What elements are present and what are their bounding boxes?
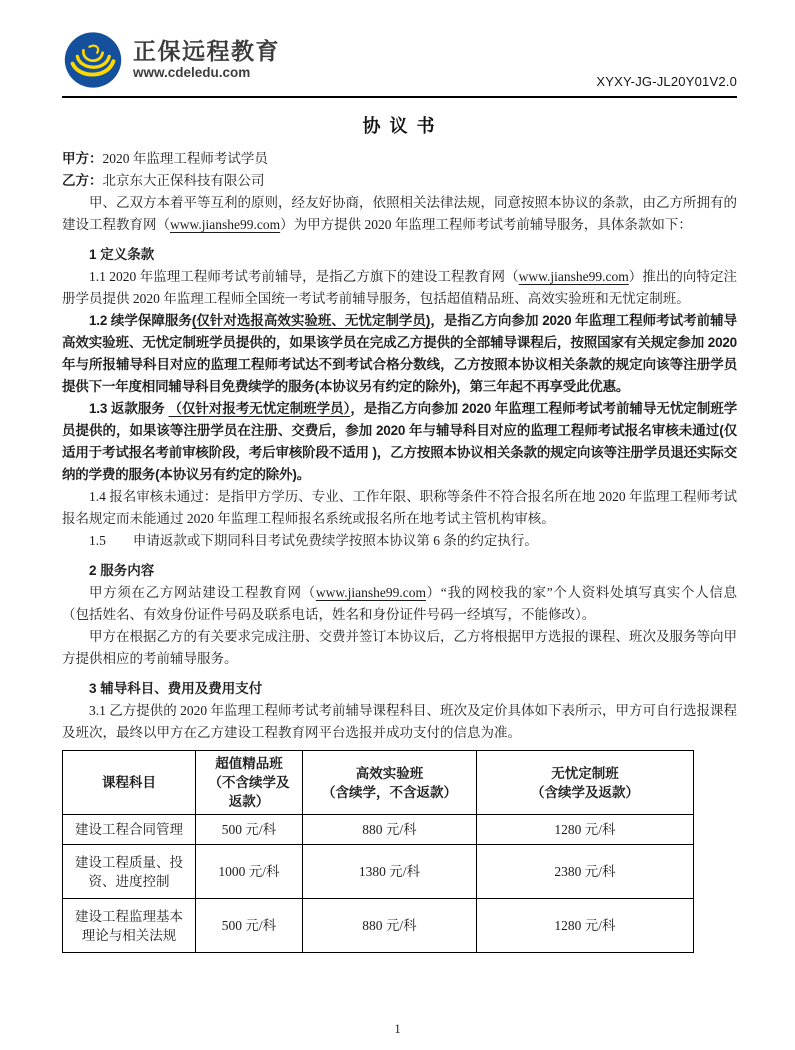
section-3-heading: 3 辅导科目、费用及费用支付 (89, 681, 263, 696)
clause-1-5: 1.5 申请返款或下期同科目考试免费续学按照本协议第 6 条的约定执行。 (89, 533, 538, 548)
party-a-label: 甲方： (62, 151, 103, 166)
price-cell: 1380 元/科 (303, 845, 477, 899)
clause-1-4: 1.4 报名审核未通过：是指甲方学历、专业、工作年限、职称等条件不符合报名所在地 2020 年监理工程师考试报名规定而未能通过 2020 年监理工程师报名系统或报名所在地考试主管机构审核。 (62, 489, 737, 526)
section-2-heading: 2 服务内容 (89, 563, 155, 578)
party-a-line (62, 148, 737, 170)
section-2-paragraph-2: 甲方在根据乙方的有关要求完成注册、交费并签订本协议后，乙方将根据甲方选报的课程、班次及服务等向甲方提供相应的考前辅导服务。 (62, 629, 737, 666)
col-header-title: 课程科目 (102, 775, 156, 790)
price-cell: 880 元/科 (303, 899, 477, 953)
col-header-title: 高效实验班 (355, 765, 424, 781)
clause-1-2-text: ，是指乙方向参加 2020 年监理工程师考试考前辅导高效实验班、无忧定制班学员提供的，如果该学员在完成乙方提供的全部辅导课程后，按照国家有关规定参加 2020 年与所报辅导科目对应的监理工程师考试达不到考试合格分数线，乙方按照本协议相关条款的规定向该等注册学员提供下一年度相同辅导科目免费续学的服务(本协议另有约定的除外)，第三年起不再享受此优惠。 (62, 313, 737, 394)
course-name-cell: 建设工程合同管理 (63, 815, 196, 845)
section-2-text-end: ）“我的网校我的家”个人资料处填写真实个人信息（包括姓名、有效身份证件号码及联系电话，姓名和身份证件号码一经填写，不能修改）。 (62, 585, 738, 622)
col-header-premium-class (196, 751, 303, 815)
parties-block (62, 148, 737, 192)
col-header-title: 超值精品班 (215, 756, 283, 771)
col-header-course (63, 751, 196, 815)
clause-1-1 (62, 266, 737, 310)
price-cell: 1280 元/科 (477, 899, 694, 953)
table-row (63, 815, 694, 845)
col-header-custom-class (477, 751, 694, 815)
brand-text (133, 39, 280, 80)
clause-1-3-lead: 1.3 返款服务 (89, 401, 169, 416)
clause-1-3-underlined-scope: （仅针对报考无忧定制班学员） (168, 401, 351, 416)
party-b-label: 乙方： (62, 173, 103, 188)
clause-1-2-underlined-scope: (仅针对选报高效实验班、无忧定制学员) (191, 313, 431, 328)
section-2-text: 甲方须在乙方网站建设工程教育网（ (89, 585, 316, 600)
col-header-experiment-class (303, 751, 477, 815)
page-number: 1 (394, 1022, 401, 1036)
clause-1-1-text: 1.1 2020 年监理工程师考试考前辅导，是指乙方旗下的建设工程教育网（ (89, 269, 519, 284)
website-link-text: www.jianshe99.com (170, 217, 281, 232)
header-rule (62, 96, 737, 98)
brand-url: www.cdeledu.com (133, 65, 251, 81)
preamble-text-end: ）为甲方提供 2020 年监理工程师考试考前辅导服务，具体条款如下： (280, 217, 692, 232)
col-header-subtitle: （含续学，不含返款） (322, 784, 457, 800)
col-header-subtitle: （含续学及返款） (531, 784, 639, 800)
cdeledu-logo-icon (62, 30, 124, 90)
price-cell: 500 元/科 (196, 899, 303, 953)
clause-1-3-text: ，是指乙方向参加 2020 年监理工程师考试考前辅导无忧定制班学员提供的，如果该等注册学员在注册、交费后，参加 2020 年与辅导科目对应的监理工程师考试报名审核未通过(仅适用于考试报名考前审核阶段，考后审核阶段不适用 )，乙方按照本协议相关条款的规定向该等注册学员退还实际交纳的学费的服务(本协议另有约定的除外)。 (62, 401, 738, 482)
price-cell: 500 元/科 (196, 815, 303, 845)
clause-1-1-text-end: ）推出的向特定注册学员提供 2020 年监理工程师全国统一考试考前辅导服务，包括超值精品班、高效实验班和无忧定制班。 (62, 269, 738, 306)
clause-1-3 (62, 398, 737, 486)
brand-block (62, 30, 280, 90)
course-name-cell: 建设工程质量、投资、进度控制 (63, 845, 196, 899)
section-1-heading: 1 定义条款 (89, 247, 155, 262)
price-cell: 1280 元/科 (477, 815, 694, 845)
page-header (62, 24, 737, 90)
document-code: XYXY-JG-JL20Y01V2.0 (596, 74, 737, 89)
clause-3-1: 3.1 乙方提供的 2020 年监理工程师考试考前辅导课程科目、班次及定价具体如下表所示，甲方可自行选报课程及班次，最终以甲方在乙方建设工程教育网平台选报并成功支付的信息为准。 (62, 703, 737, 740)
party-b-value: 北京东大正保科技有限公司 (102, 173, 265, 188)
preamble-paragraph (62, 192, 737, 236)
party-b-line (62, 170, 737, 192)
price-cell: 2380 元/科 (477, 845, 694, 899)
table-row (63, 899, 694, 953)
price-cell: 1000 元/科 (196, 845, 303, 899)
page-title: 协 议 书 (362, 116, 437, 136)
website-link-text: www.jianshe99.com (315, 585, 426, 600)
col-header-title: 无忧定制班 (551, 765, 619, 781)
clause-1-2 (62, 310, 737, 398)
party-a-value: 2020 年监理工程师考试学员 (102, 151, 268, 166)
clause-1-2-lead: 1.2 续学保障服务 (89, 313, 192, 328)
price-table (62, 750, 694, 953)
website-link-text: www.jianshe99.com (518, 269, 629, 284)
price-cell: 880 元/科 (303, 815, 477, 845)
preamble-text: 甲、乙双方本着平等互利的原则，经友好协商，依照相关法律法规，同意按照本协议的条款，由乙方所拥有的建设工程教育网（ (62, 195, 737, 232)
price-table-header-row (63, 751, 694, 815)
section-2-paragraph-1 (62, 582, 737, 626)
brand-name: 正保远程教育 (133, 38, 280, 65)
table-row (63, 845, 694, 899)
course-name-cell: 建设工程监理基本理论与相关法规 (63, 899, 196, 953)
col-header-subtitle: （不含续学及返款） (208, 775, 290, 809)
